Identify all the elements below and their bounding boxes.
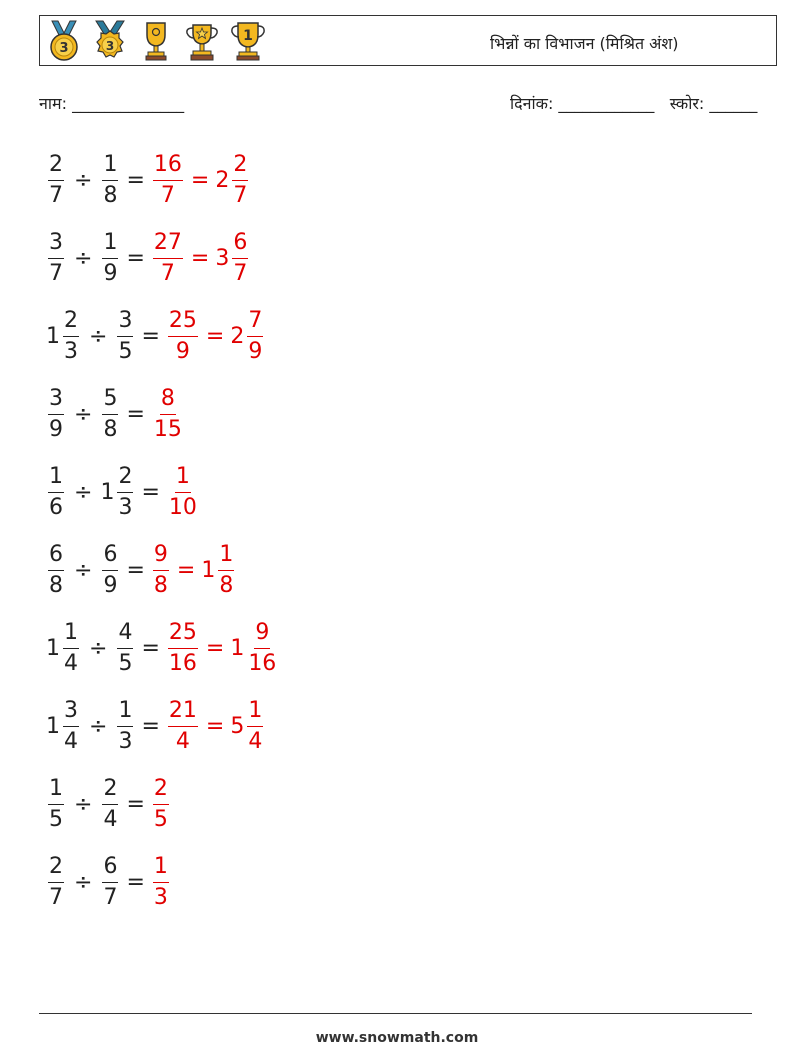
answer-improper-denominator: 5 [153,806,168,832]
dividend-frac [61,697,81,754]
equals-sign: = [126,869,145,895]
divisor-numerator: 1 [102,154,118,181]
answer [151,385,185,442]
dividend-fraction [46,385,66,442]
problem-row [46,847,171,917]
footer-url: www.snowmath.com [315,1030,479,1046]
answer-mixed-whole: 1 [230,635,245,661]
dividend-frac [46,853,66,910]
divisor-fraction [100,775,120,832]
answer-improper-denominator: 8 [153,572,168,598]
medal-3-icon [90,19,130,63]
dividend-numerator: 1 [63,622,79,649]
answer [151,541,236,598]
dividend-numerator: 3 [48,232,64,259]
equals-sign: = [126,167,145,193]
problem-row [46,379,185,449]
divisor-frac [100,541,120,598]
equals-sign: = [126,245,145,271]
problem-row [46,223,250,293]
answer-improper-denominator: 15 [153,416,182,442]
medal-3-icon [44,19,84,63]
answer-mixed-whole: 2 [215,167,230,193]
divisor-fraction [115,307,135,364]
divide-sign: ÷ [89,713,108,739]
dividend-denominator: 7 [49,884,63,910]
divisor-denominator: 7 [103,884,118,910]
problem-row [46,535,236,605]
dividend-fraction [46,151,66,208]
divisor-frac [100,853,120,910]
dividend-fraction [46,619,81,676]
equals-sign: = [126,557,145,583]
dividend-frac [46,463,66,520]
dividend-denominator: 4 [64,650,78,676]
dividend-frac [46,541,66,598]
answer-improper-frac [151,775,171,832]
problem-row [46,769,171,839]
dividend-numerator: 3 [63,700,79,727]
answer-mixed-frac [245,697,265,754]
answer-mixed-fraction [230,697,265,754]
answer-equals-sign: = [205,323,225,349]
answer-improper-numerator: 1 [153,856,169,883]
dividend-fraction [46,853,66,910]
divisor-denominator: 3 [118,728,133,754]
divisor-numerator: 6 [102,856,118,883]
answer-mixed-denominator: 7 [233,260,248,286]
divisor-frac [115,619,135,676]
answer-improper-fraction [166,463,200,520]
dividend-frac [46,385,66,442]
star-trophy-icon [182,19,222,63]
answer-improper-numerator: 25 [168,622,198,649]
answer-mixed-numerator: 1 [247,700,263,727]
answer-improper-denominator: 3 [153,884,168,910]
answer-improper-frac [151,853,171,910]
answer-mixed-fraction [215,151,250,208]
answer-improper-numerator: 21 [168,700,198,727]
divisor-numerator: 2 [117,466,133,493]
answer [151,775,171,832]
answer [166,307,265,364]
dividend-frac [46,229,66,286]
equals-sign: = [141,323,160,349]
answer-improper-denominator: 7 [160,260,175,286]
answer-mixed-numerator: 1 [218,544,234,571]
dividend-numerator: 1 [48,466,64,493]
answer-equals-sign: = [176,557,196,583]
dividend-fraction [46,541,66,598]
divisor-frac [115,697,135,754]
score-field: स्कोर: ______ [669,94,758,113]
dividend-fraction [46,697,81,754]
answer-mixed-frac [216,541,236,598]
divisor-numerator: 3 [117,310,133,337]
dividend-denominator: 4 [64,728,78,754]
header-box [39,15,777,66]
problem-row [46,613,279,683]
divisor-numerator: 5 [102,388,118,415]
divisor-fraction [100,463,135,520]
date-field: दिनांक: ____________ [510,94,655,113]
answer-improper-fraction [151,853,171,910]
divisor-fraction [100,229,120,286]
dividend-numerator: 1 [48,778,64,805]
divide-sign: ÷ [74,791,93,817]
divisor-fraction [115,697,135,754]
divisor-numerator: 6 [102,544,118,571]
problem-row [46,457,200,527]
answer-equals-sign: = [190,245,210,271]
answer-improper-frac [151,229,185,286]
problem-row [46,691,265,761]
divisor-fraction [100,385,120,442]
answer-improper-fraction [166,619,200,676]
answer-equals-sign: = [190,167,210,193]
answer-mixed-frac [230,229,250,286]
answer-improper-denominator: 10 [168,494,197,520]
problem-row [46,145,250,215]
answer-mixed-denominator: 9 [248,338,263,364]
answer-improper-frac [151,541,171,598]
answer-improper-denominator: 7 [160,182,175,208]
answer-mixed-whole: 3 [215,245,230,271]
answer-equals-sign: = [205,635,225,661]
answer-equals-sign: = [205,713,225,739]
divisor-frac [115,307,135,364]
answer-mixed-frac [245,619,279,676]
answer-improper-frac [166,463,200,520]
answer-improper-fraction [166,697,200,754]
answer-improper-frac [166,307,200,364]
answer-mixed-fraction [215,229,250,286]
answer-mixed-numerator: 9 [254,622,270,649]
answer-improper-frac [166,697,200,754]
dividend-numerator: 2 [48,856,64,883]
dividend-denominator: 6 [49,494,63,520]
answer [166,463,200,520]
divisor-frac [100,151,120,208]
answer-improper-denominator: 16 [168,650,197,676]
dividend-fraction [46,775,66,832]
answer-improper-numerator: 27 [153,232,183,259]
answer [166,619,279,676]
answer-improper-numerator: 2 [153,778,169,805]
answer-mixed-numerator: 7 [247,310,263,337]
answer-mixed-denominator: 16 [248,650,277,676]
dividend-frac [46,151,66,208]
dividend-denominator: 7 [49,260,63,286]
problem-row [46,301,265,371]
trophy-icon [136,19,176,63]
answer-improper-numerator: 1 [175,466,191,493]
equals-sign: = [126,401,145,427]
dividend-denominator: 5 [49,806,63,832]
answer-improper-numerator: 8 [160,388,176,415]
answer-improper-numerator: 16 [153,154,183,181]
divide-sign: ÷ [74,401,93,427]
answer-improper-numerator: 25 [168,310,198,337]
answer [151,229,250,286]
date-score-row [510,92,757,114]
divisor-denominator: 8 [103,182,118,208]
dividend-denominator: 7 [49,182,63,208]
answer-mixed-denominator: 7 [233,182,248,208]
answer-mixed-numerator: 2 [232,154,248,181]
divisor-frac [115,463,135,520]
dividend-numerator: 2 [63,310,79,337]
dividend-fraction [46,229,66,286]
answer-improper-fraction [151,775,171,832]
name-field: नाम: ______________ [39,94,185,113]
divisor-frac [100,385,120,442]
dividend-numerator: 3 [48,388,64,415]
answer [151,151,250,208]
divide-sign: ÷ [89,323,108,349]
divide-sign: ÷ [74,557,93,583]
divisor-denominator: 5 [118,650,133,676]
worksheet-title: भिन्नों का विभाजन (मिश्रित अंश) [490,34,679,53]
answer-mixed-fraction [230,307,265,364]
answer-mixed-denominator: 4 [248,728,263,754]
answer-improper-frac [151,151,185,208]
answer-improper-fraction [151,541,171,598]
dividend-denominator: 9 [49,416,63,442]
dividend-denominator: 3 [64,338,78,364]
divisor-fraction [115,619,135,676]
divisor-numerator: 4 [117,622,133,649]
dividend-frac [61,307,81,364]
answer-mixed-fraction [201,541,236,598]
svg-text:1: 1 [243,28,253,44]
dividend-fraction [46,463,66,520]
answer [166,697,265,754]
answer-improper-denominator: 9 [175,338,190,364]
equals-sign: = [141,479,160,505]
answer [151,853,171,910]
divisor-denominator: 5 [118,338,133,364]
answer-mixed-fraction [230,619,279,676]
answer-mixed-whole: 5 [230,713,245,739]
equals-sign: = [141,635,160,661]
divisor-numerator: 1 [102,232,118,259]
dividend-numerator: 6 [48,544,64,571]
answer-mixed-frac [245,307,265,364]
answer-improper-fraction [151,229,185,286]
answer-mixed-whole: 2 [230,323,245,349]
footer-divider [39,1013,752,1014]
divisor-fraction [100,853,120,910]
divisor-denominator: 9 [103,572,118,598]
equals-sign: = [141,713,160,739]
dividend-frac [61,619,81,676]
trophy-row [44,19,268,63]
divisor-denominator: 8 [103,416,118,442]
divide-sign: ÷ [89,635,108,661]
divisor-frac [100,775,120,832]
answer-improper-numerator: 9 [153,544,169,571]
divisor-denominator: 4 [103,806,118,832]
svg-text:3: 3 [59,41,69,56]
answer-improper-fraction [151,151,185,208]
divisor-whole: 1 [100,479,115,505]
divisor-denominator: 3 [118,494,133,520]
divisor-numerator: 1 [117,700,133,727]
dividend-whole: 1 [46,713,60,739]
divide-sign: ÷ [74,869,93,895]
divisor-frac [100,229,120,286]
answer-mixed-whole: 1 [201,557,216,583]
divide-sign: ÷ [74,479,93,505]
answer-improper-frac [151,385,185,442]
answer-improper-denominator: 4 [175,728,190,754]
trophy-1-icon [228,19,268,63]
divisor-fraction [100,151,120,208]
dividend-whole: 1 [46,635,60,661]
divisor-denominator: 9 [103,260,118,286]
divisor-fraction [100,541,120,598]
answer-improper-fraction [166,307,200,364]
dividend-numerator: 2 [48,154,64,181]
answer-improper-frac [166,619,200,676]
dividend-fraction [46,307,81,364]
equals-sign: = [126,791,145,817]
divisor-numerator: 2 [102,778,118,805]
dividend-frac [46,775,66,832]
dividend-denominator: 8 [49,572,63,598]
svg-text:3: 3 [105,39,115,53]
answer-mixed-numerator: 6 [232,232,248,259]
answer-mixed-frac [230,151,250,208]
divide-sign: ÷ [74,245,93,271]
dividend-whole: 1 [46,323,60,349]
divide-sign: ÷ [74,167,93,193]
answer-mixed-denominator: 8 [219,572,234,598]
answer-improper-fraction [151,385,185,442]
